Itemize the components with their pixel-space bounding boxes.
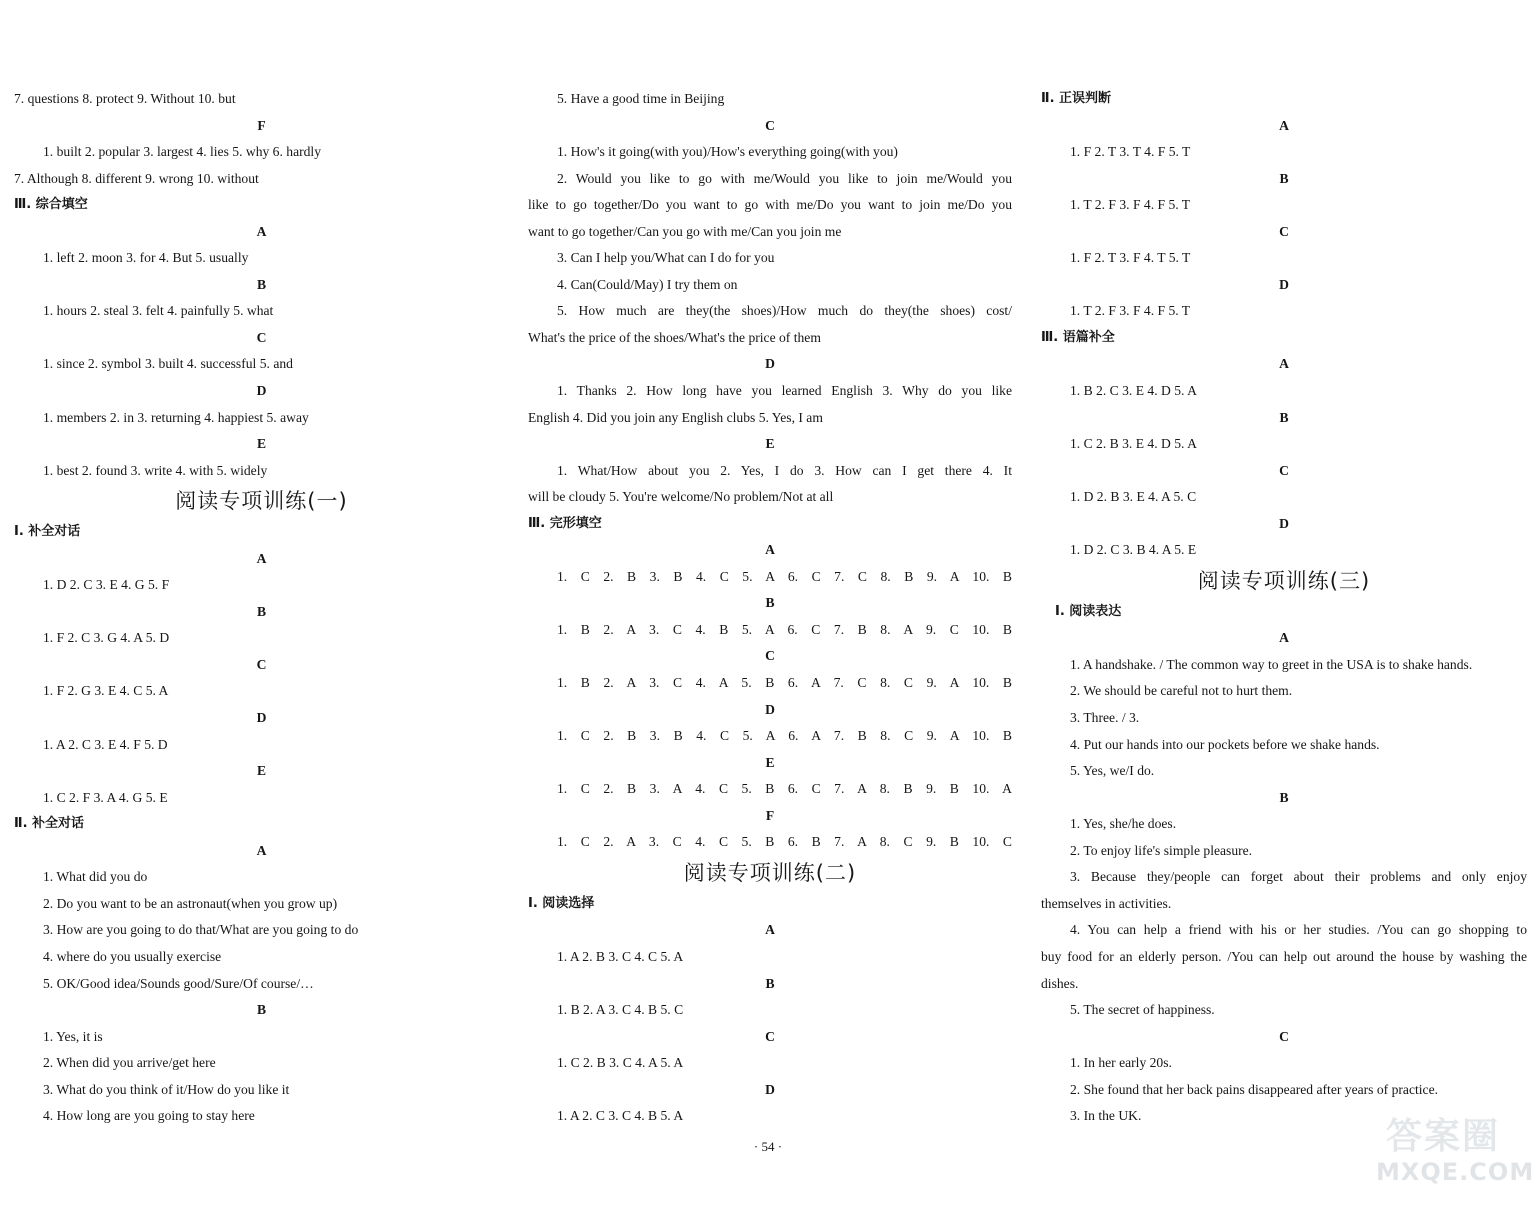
answer-line: 2. She found that her back pains disappeared after years of practice.	[1070, 1081, 1439, 1097]
answer-line: 1. F 2. T 3. F 4. T 5. T	[1070, 250, 1191, 266]
answer-line: 1. since 2. symbol 3. built 4. successful 5. and	[43, 356, 293, 372]
answer-line: 4. Can(Could/May) I try them on	[557, 276, 738, 292]
answer-line: 2. Do you want to be an astronaut(when you grow up)	[43, 895, 338, 911]
answer-line: 1. A 2. C 3. C 4. B 5. A	[557, 1108, 684, 1124]
answer-line: 3. Can I help you/What can I do for you	[557, 250, 775, 266]
answer-line: 5. Yes, we/I do.	[1070, 763, 1155, 779]
group-label: B	[256, 276, 267, 292]
answer-line: dishes.	[1041, 975, 1079, 991]
answer-line: 1. F 2. G 3. E 4. C 5. A	[43, 683, 169, 699]
answer-line: 1. Thanks 2. How long have you learned English 3. Why do you like	[557, 383, 1012, 399]
answer-line: will be cloudy 5. You're welcome/No problem/Not at all	[528, 489, 834, 505]
answer-line: 1. B 2. A 3. C 4. A 5. B 6. A 7. C 8. C 9. A 10. B	[557, 675, 1012, 691]
answer-line: English 4. Did you join any English clubs 5. Yes, I am	[528, 409, 823, 425]
group-label: C	[1279, 223, 1289, 239]
group-label: C	[256, 329, 267, 345]
group-label: C	[765, 1028, 775, 1044]
answer-line: 1. F 2. T 3. T 4. F 5. T	[1070, 144, 1191, 160]
group-label: A	[765, 922, 775, 938]
answer-line: 1. built 2. popular 3. largest 4. lies 5. why 6. hardly	[43, 144, 322, 160]
group-label: B	[765, 975, 775, 991]
answer-line: 4. Put our hands into our pockets before we shake hands.	[1070, 736, 1380, 752]
answer-line: 1. A 2. B 3. C 4. C 5. A	[557, 948, 684, 964]
watermark-top: 答案圈	[1386, 1116, 1501, 1157]
group-label: C	[765, 648, 775, 664]
answer-line: 7. Although 8. different 9. wrong 10. without	[14, 170, 259, 186]
section-heading: Ⅰ. 补全对话	[14, 524, 81, 540]
group-label: A	[1279, 630, 1289, 646]
answer-line: 1. C 2. B 3. A 4. C 5. B 6. C 7. A 8. B 9. B 10. A	[557, 781, 1012, 797]
answer-line: 1. T 2. F 3. F 4. F 5. T	[1070, 303, 1191, 319]
answer-line: 3. How are you going to do that/What are you going to do	[43, 922, 359, 938]
group-label: B	[1279, 789, 1289, 805]
answer-line: 1. B 2. A 3. C 4. B 5. A 6. C 7. B 8. A 9. C 10. B	[557, 621, 1012, 637]
answer-line: 1. Yes, she/he does.	[1070, 816, 1177, 832]
answer-line: 2. When did you arrive/get here	[43, 1055, 216, 1071]
group-label: D	[256, 710, 267, 726]
answer-line: 1. In her early 20s.	[1070, 1055, 1172, 1071]
answer-line: 3. In the UK.	[1070, 1108, 1142, 1124]
group-label: F	[257, 117, 266, 133]
answer-line: 1. members 2. in 3. returning 4. happiest 5. away	[43, 409, 309, 425]
answer-line: 1. B 2. C 3. E 4. D 5. A	[1070, 383, 1197, 399]
answer-line: 1. T 2. F 3. F 4. F 5. T	[1070, 197, 1191, 213]
answer-line: 1. left 2. moon 3. for 4. But 5. usually	[43, 250, 249, 266]
answer-line: 1. What/How about you 2. Yes, I do 3. How can I get there 4. It	[557, 462, 1012, 478]
answer-line: 3. Because they/people can forget about their problems and only enjoy	[1070, 869, 1527, 885]
unit-title: 阅读专项训练(一)	[175, 489, 348, 514]
section-heading: Ⅰ. 阅读表达	[1055, 603, 1122, 619]
answer-line: 1. D 2. C 3. B 4. A 5. E	[1070, 542, 1197, 558]
answer-line: 1. hours 2. steal 3. felt 4. painfully 5. what	[43, 303, 274, 319]
answer-line: 5. How much are they(the shoes)/How much do they(the shoes) cost/	[557, 303, 1012, 319]
answer-line: 4. How long are you going to stay here	[43, 1108, 255, 1124]
group-label: A	[256, 550, 267, 566]
group-label: B	[765, 595, 775, 611]
answer-line: 4. You can help a friend with his or her studies. /You can go shopping to	[1070, 922, 1527, 938]
answer-line: like to go together/Do you want to go with me/Do you want to join me/Do you	[528, 197, 1012, 213]
group-label: A	[256, 842, 267, 858]
answer-line: want to go together/Can you go with me/Can you join me	[528, 223, 842, 239]
group-label: E	[256, 436, 267, 452]
group-label: D	[765, 356, 775, 372]
answer-line: themselves in activities.	[1041, 895, 1172, 911]
answer-line: 1. What did you do	[43, 869, 148, 885]
answer-line: 1. How's it going(with you)/How's everything going(with you)	[557, 144, 898, 160]
answer-column-3	[1041, 86, 1527, 1130]
section-heading: Ⅲ. 语篇补全	[1041, 329, 1115, 345]
answer-line: 4. where do you usually exercise	[43, 948, 222, 964]
section-heading: Ⅲ. 完形填空	[528, 515, 602, 531]
watermark-logo	[1376, 1108, 1535, 1194]
answer-line: 1. C 2. B 3. C 4. A 5. A	[557, 1055, 684, 1071]
group-label: C	[1279, 1028, 1289, 1044]
answer-line: 2. Would you like to go with me/Would you like to join me/Would you	[557, 170, 1012, 186]
answer-line: 5. OK/Good idea/Sounds good/Sure/Of course/…	[43, 975, 314, 991]
group-label: B	[256, 1002, 267, 1018]
group-label: A	[256, 223, 267, 239]
answer-line: buy food for an elderly person. /You can help out around the house by washing the	[1041, 948, 1527, 964]
answer-line: 1. D 2. B 3. E 4. A 5. C	[1070, 489, 1197, 505]
section-heading: Ⅱ. 正误判断	[1041, 91, 1112, 106]
group-label: D	[1279, 515, 1289, 531]
group-label: D	[765, 701, 775, 717]
answer-line: 1. D 2. C 3. E 4. G 5. F	[43, 577, 170, 593]
answer-column-2	[528, 86, 1012, 1130]
answer-line: 5. The secret of happiness.	[1070, 1002, 1215, 1018]
group-label: E	[765, 754, 775, 770]
answer-line: 1. A handshake. / The common way to greet in the USA is to shake hands.	[1070, 656, 1473, 672]
answer-line: 3. Three. / 3.	[1070, 710, 1140, 726]
answer-line: 1. C 2. B 3. B 4. C 5. A 6. C 7. C 8. B 9. A 10. B	[557, 568, 1012, 584]
section-heading: Ⅲ. 综合填空	[14, 197, 88, 213]
group-label: C	[765, 117, 775, 133]
watermark-bottom: MXQE.COM	[1376, 1158, 1535, 1186]
group-label: C	[1279, 462, 1289, 478]
answer-line: 3. What do you think of it/How do you like it	[43, 1081, 290, 1097]
answer-line: 1. C 2. A 3. C 4. C 5. B 6. B 7. A 8. C 9. B 10. C	[557, 834, 1012, 850]
group-label: C	[256, 656, 267, 672]
page-number: · 54 ·	[753, 1139, 783, 1154]
answer-line: 1. C 2. B 3. E 4. D 5. A	[1070, 436, 1197, 452]
group-label: F	[765, 807, 775, 823]
answer-line: 2. To enjoy life's simple pleasure.	[1070, 842, 1253, 858]
answer-line: 1. B 2. A 3. C 4. B 5. C	[557, 1002, 684, 1018]
group-label: A	[765, 542, 775, 558]
answer-line: 1. best 2. found 3. write 4. with 5. widely	[43, 462, 268, 478]
section-heading: Ⅰ. 阅读选择	[528, 895, 595, 911]
group-label: B	[1279, 170, 1289, 186]
answer-line: 2. We should be careful not to hurt them.	[1070, 683, 1293, 699]
group-label: E	[256, 763, 267, 779]
answer-line: 1. C 2. B 3. B 4. C 5. A 6. A 7. B 8. C 9. A 10. B	[557, 728, 1012, 744]
answer-line: 7. questions 8. protect 9. Without 10. but	[14, 91, 236, 106]
answer-column-1	[14, 86, 509, 1130]
group-label: D	[1279, 276, 1289, 292]
answer-line: 5. Have a good time in Beijing	[557, 91, 725, 106]
group-label: B	[1279, 409, 1289, 425]
unit-title: 阅读专项训练(二)	[683, 860, 857, 885]
answer-line: 1. F 2. C 3. G 4. A 5. D	[43, 630, 170, 646]
group-label: D	[256, 383, 267, 399]
answer-line: 1. A 2. C 3. E 4. F 5. D	[43, 736, 168, 752]
group-label: A	[1279, 356, 1289, 372]
section-heading: Ⅱ. 补全对话	[14, 816, 85, 832]
unit-title: 阅读专项训练(三)	[1197, 568, 1371, 593]
answer-line: 1. C 2. F 3. A 4. G 5. E	[43, 789, 168, 805]
answer-line: 1. Yes, it is	[43, 1028, 103, 1044]
group-label: E	[765, 436, 775, 452]
answer-line: What's the price of the shoes/What's the price of them	[528, 329, 821, 345]
group-label: D	[765, 1081, 775, 1097]
group-label: A	[1279, 117, 1289, 133]
group-label: B	[256, 603, 267, 619]
